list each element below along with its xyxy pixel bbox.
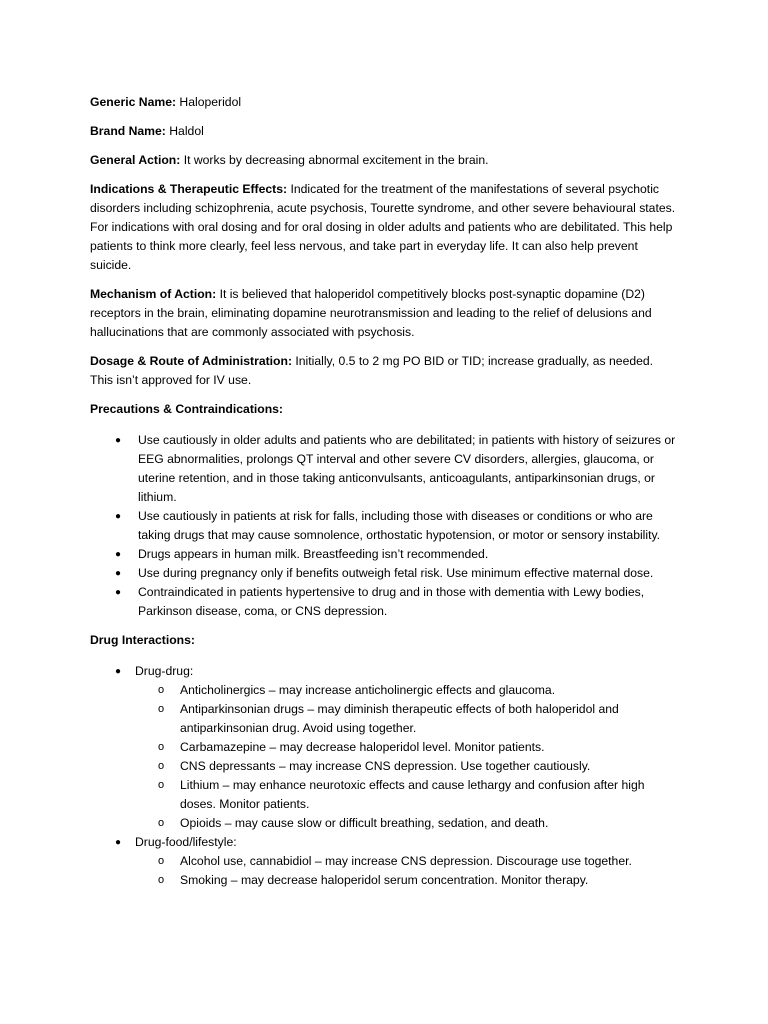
list-item-text: Alcohol use, cannabidiol – may increase CNS depression. Discourage use together.: [180, 854, 632, 868]
bullet-icon: ●: [115, 837, 122, 848]
mechanism-label: Mechanism of Action:: [90, 287, 217, 301]
dosage-label: Dosage & Route of Administration:: [90, 354, 292, 368]
bullet-icon: ●: [115, 435, 122, 446]
dosage-value: Initially, 0.5 to 2 mg PO BID or TID; increase gradually, as needed. This isn’t approved for IV use.: [90, 354, 654, 387]
list-item-text: Use cautiously in older adults and patients who are debilitated; in patients with history of seizures or EEG abnormalities, prolongs QT interval and other severe CV disorders, allergies, glaucoma, or uterine retention, and in those taking anticonvulsants, anticoagulants, antiparkinsonian drugs, or lithium.: [138, 433, 676, 504]
brand-name-label: Brand Name:: [90, 124, 166, 138]
bullet-icon: ●: [115, 666, 122, 677]
general-action-value: It works by decreasing abnormal excitement in the brain.: [183, 153, 489, 167]
general-action-field: [90, 151, 678, 170]
circle-bullet-icon: o: [158, 779, 165, 791]
list-item-text: CNS depressants – may increase CNS depression. Use together cautiously.: [180, 759, 591, 773]
interaction-sublist: [135, 681, 678, 833]
interaction-group: [90, 662, 678, 833]
list-item: [90, 681, 678, 700]
bullet-icon: ●: [115, 587, 122, 598]
circle-bullet-icon: o: [158, 741, 165, 753]
list-item: [90, 545, 678, 564]
precautions-heading-text: Precautions & Contraindications:: [90, 402, 283, 416]
bullet-icon: ●: [115, 549, 122, 560]
circle-bullet-icon: o: [158, 874, 165, 886]
list-item: [90, 507, 678, 545]
bullet-icon: ●: [115, 511, 122, 522]
general-action-label: General Action:: [90, 153, 181, 167]
indications-field: [90, 180, 678, 275]
interactions-heading-text: Drug Interactions:: [90, 633, 195, 647]
list-item: [90, 564, 678, 583]
list-item: [90, 776, 678, 814]
circle-bullet-icon: o: [158, 760, 165, 772]
bullet-icon: ●: [115, 568, 122, 579]
circle-bullet-icon: o: [158, 817, 165, 829]
mechanism-field: [90, 285, 678, 342]
list-item: [90, 757, 678, 776]
list-item: [90, 583, 678, 621]
list-item: [90, 871, 678, 890]
list-item: [90, 738, 678, 757]
list-item-text: Antiparkinsonian drugs – may diminish therapeutic effects of both haloperidol and antiparkinsonian drug. Avoid using together.: [180, 702, 619, 735]
list-item-text: Use during pregnancy only if benefits outweigh fetal risk. Use minimum effective maternal dose.: [138, 566, 654, 580]
generic-name-label: Generic Name:: [90, 95, 177, 109]
precautions-heading: [90, 400, 678, 419]
interactions-list: [90, 662, 678, 890]
circle-bullet-icon: o: [158, 855, 165, 867]
list-item-text: Opioids – may cause slow or difficult breathing, sedation, and death.: [180, 816, 549, 830]
list-item: [90, 700, 678, 738]
list-item-text: Drugs appears in human milk. Breastfeeding isn’t recommended.: [138, 547, 489, 561]
list-item: [90, 814, 678, 833]
interaction-group-label: Drug-drug:: [135, 664, 194, 678]
list-item-text: Lithium – may enhance neurotoxic effects and cause lethargy and confusion after high doses. Monitor patients.: [180, 778, 645, 811]
precautions-list: [90, 431, 678, 621]
list-item: [90, 431, 678, 507]
indications-value: Indicated for the treatment of the manifestations of several psychotic disorders including schizophrenia, acute psychosis, Tourette syndrome, and other severe behavioural states. For indications with oral dosing and for oral dosing in older adults and patients who are debilitated. This help patients to think more clearly, feel less nervous, and take part in everyday life. It can also help prevent suicide.: [90, 182, 676, 272]
brand-name-field: [90, 122, 678, 141]
interaction-group-label: Drug-food/lifestyle:: [135, 835, 237, 849]
brand-name-value: Haldol: [169, 124, 204, 138]
list-item-text: Smoking – may decrease haloperidol serum concentration. Monitor therapy.: [180, 873, 589, 887]
circle-bullet-icon: o: [158, 703, 165, 715]
indications-label: Indications & Therapeutic Effects:: [90, 182, 288, 196]
interaction-group: [90, 833, 678, 890]
generic-name-field: [90, 93, 678, 112]
mechanism-value: It is believed that haloperidol competitively blocks post-synaptic dopamine (D2) receptors in the brain, eliminating dopamine neurotransmission and leading to the relief of delusions and hallucinations that are commonly associated with psychosis.: [90, 287, 652, 339]
list-item-text: Use cautiously in patients at risk for falls, including those with diseases or conditions or who are taking drugs that may cause somnolence, orthostatic hypotension, or motor or sensory instability.: [138, 509, 661, 542]
list-item-text: Anticholinergics – may increase anticholinergic effects and glaucoma.: [180, 683, 556, 697]
list-item: [90, 852, 678, 871]
interactions-heading: [90, 631, 678, 650]
interaction-sublist: [135, 852, 678, 890]
list-item-text: Carbamazepine – may decrease haloperidol level. Monitor patients.: [180, 740, 545, 754]
dosage-field: [90, 352, 678, 390]
generic-name-value: Haloperidol: [179, 95, 242, 109]
list-item-text: Contraindicated in patients hypertensive to drug and in those with dementia with Lewy bodies, Parkinson disease, coma, or CNS depression.: [138, 585, 645, 618]
circle-bullet-icon: o: [158, 684, 165, 696]
